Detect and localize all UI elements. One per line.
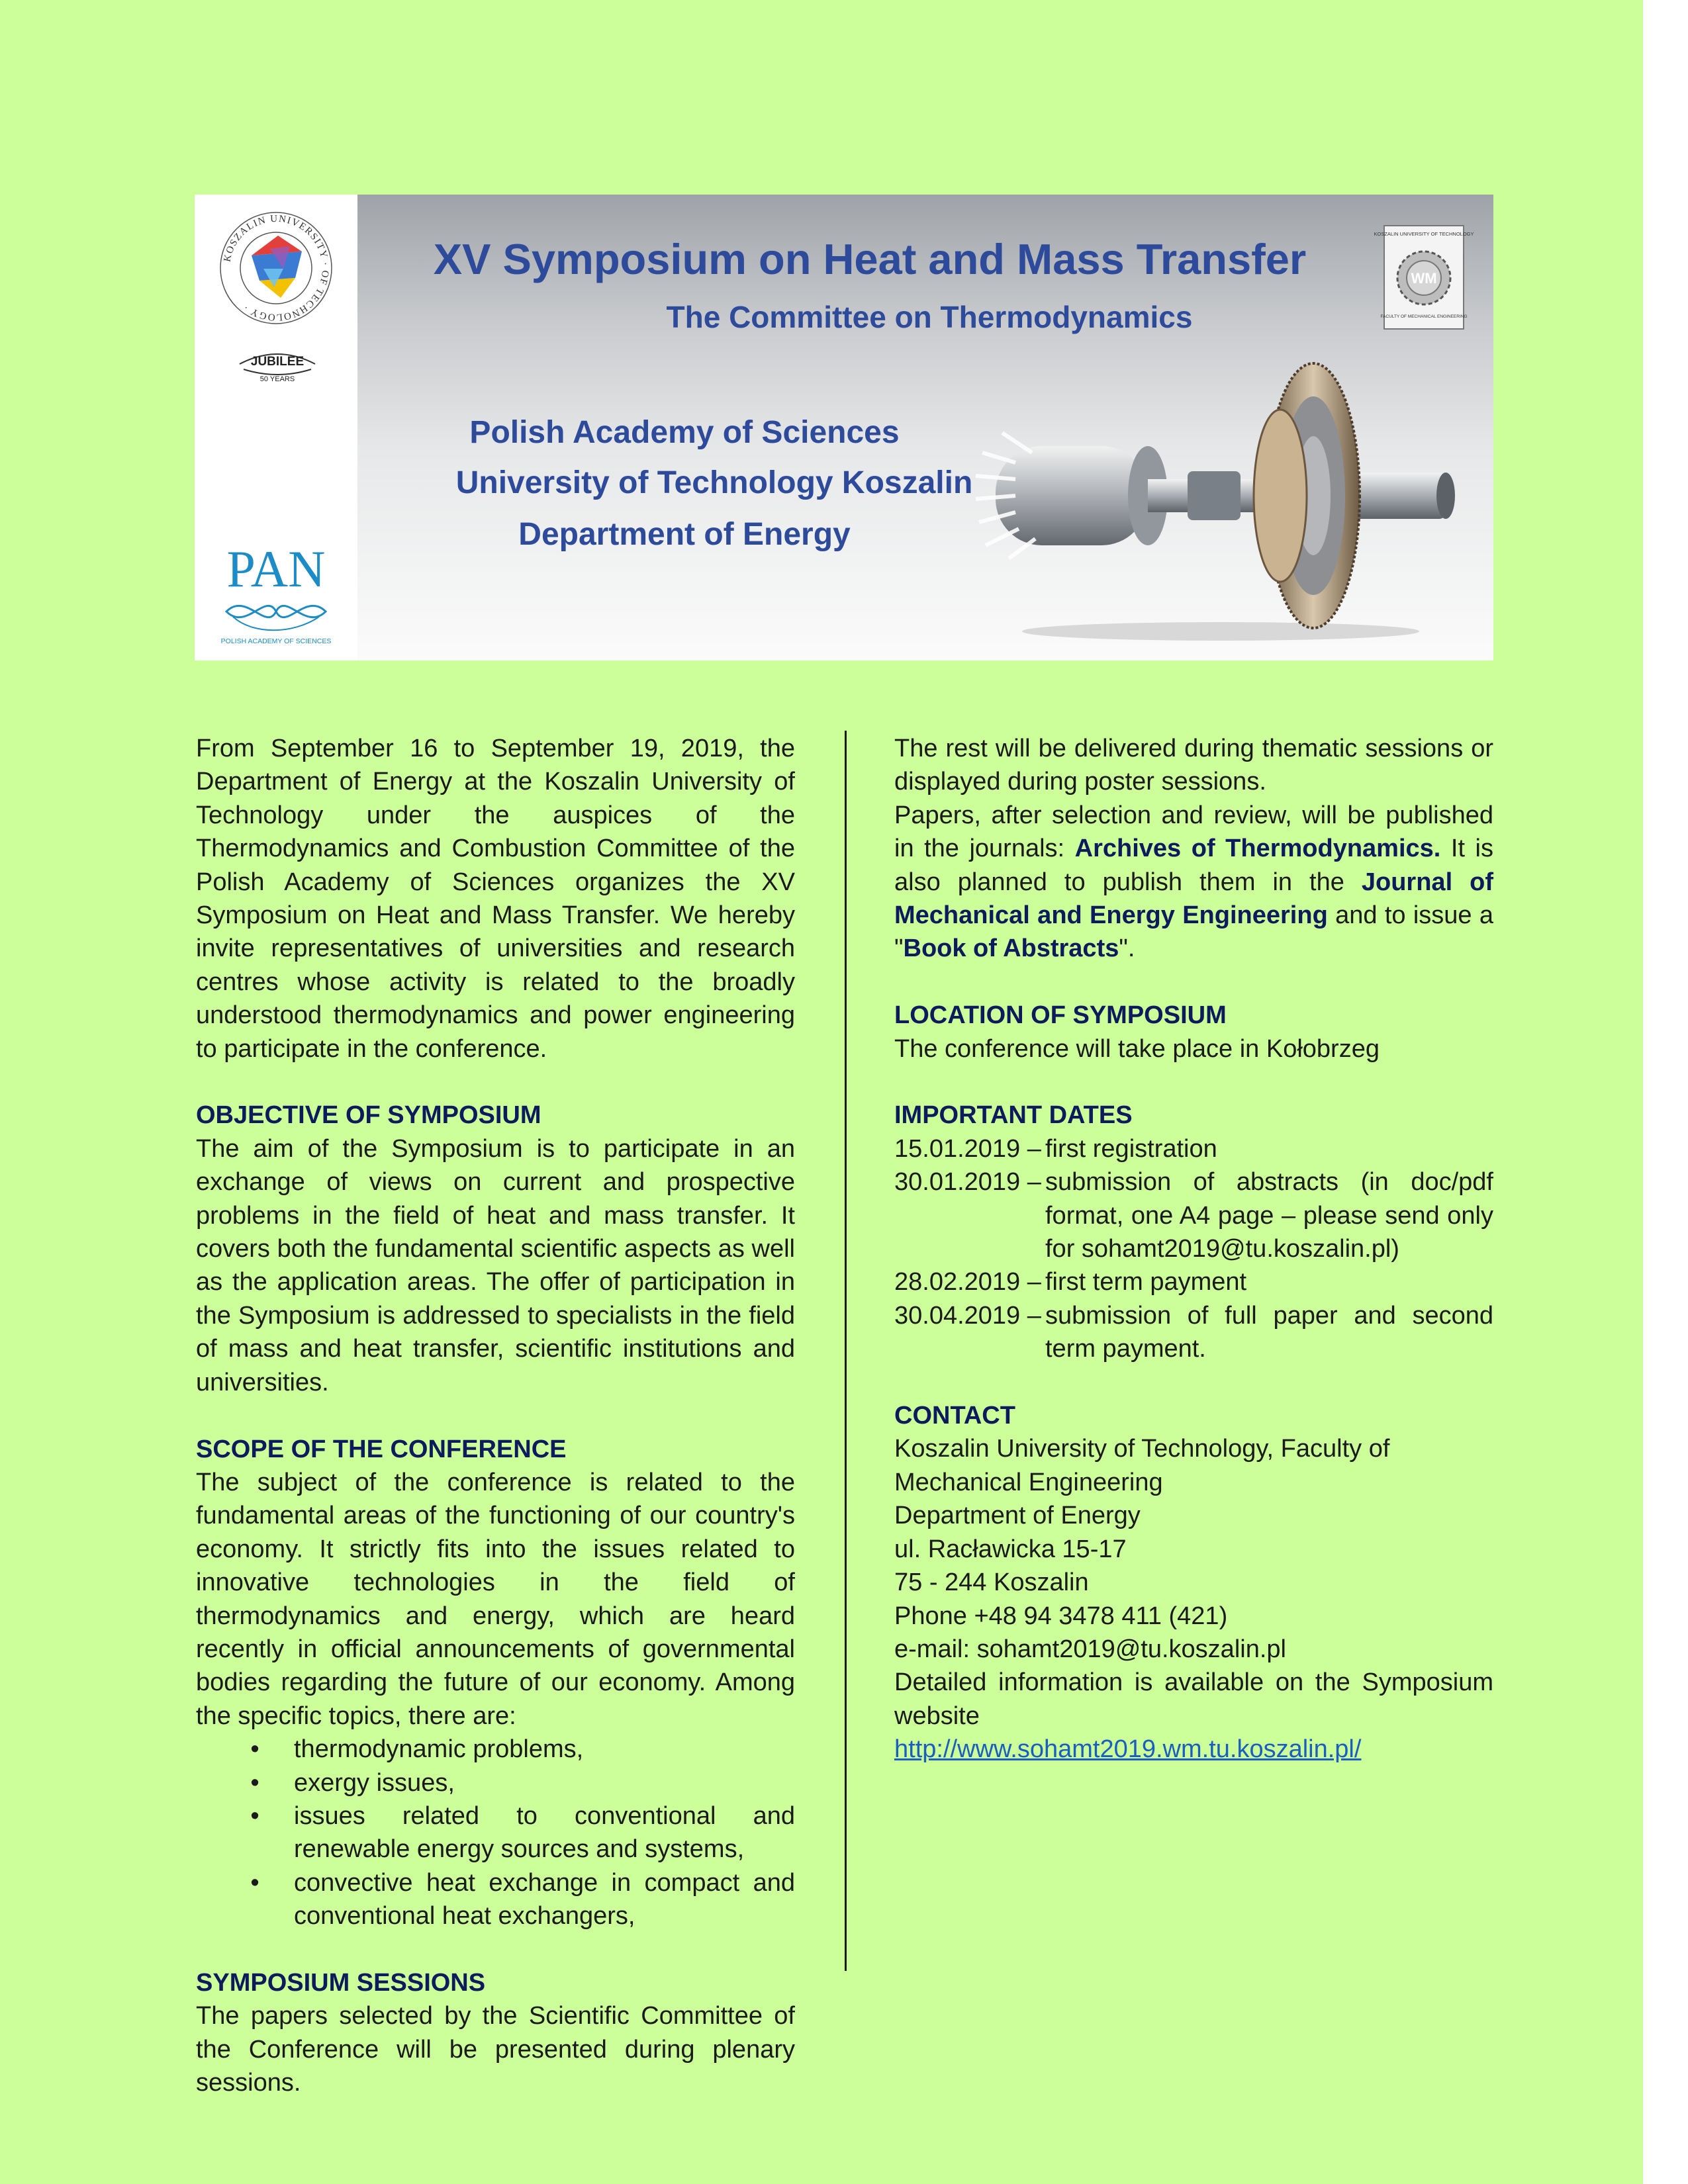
date-value: 15.01.2019 – [894,1134,1041,1163]
objective-paragraph: The aim of the Symposium is to participate in an exchange of views on current and prospective problems in the field of heat and mass transfer. It covers both the fundamental scientific aspects as well as the application areas. The offer of participation in the Symposium is addressed to specialists in the field of mass and heat transfer, scientific institutions and universities. [196,1134,795,1396]
date-row [894,1265,1493,1298]
bullet-icon: • [250,1801,259,1830]
column-divider [845,731,847,1971]
publication-text: Papers, after selection and review, will be published in the journals: [894,801,1493,863]
jubilee-badge [234,341,320,388]
dates-list [894,1132,1493,1366]
contact-phone: Phone +48 94 3478 411 (421) [894,1602,1228,1630]
faculty-wm-logo [1374,225,1474,330]
date-description: submission of abstracts (in doc/pdf format, one A4 page – please send only for sohamt2019@tu.koszalin.pl) [1045,1168,1493,1263]
topic-list [196,1733,795,1933]
list-item [196,1766,795,1799]
publication-text: and to issue a " [894,901,1493,963]
contact-faculty: Koszalin University of Technology, Faculty of Mechanical Engineering [894,1435,1390,1496]
bullet-icon: • [250,1868,259,1897]
contact-city: 75 - 244 Koszalin [894,1569,1089,1597]
topic-text: issues related to conventional and renewable energy sources and systems, [294,1801,795,1864]
contact-heading: CONTACT [894,1402,1015,1430]
koszalin-university-logo [217,209,335,327]
symposium-website-link[interactable]: http://www.sohamt2019.wm.tu.koszalin.pl/ [894,1735,1362,1764]
list-item [196,1733,795,1766]
date-row [894,1165,1493,1265]
book-of-abstracts: Book of Abstracts [903,934,1119,963]
location-heading: LOCATION OF SYMPOSIUM [894,1001,1227,1030]
date-value: 30.04.2019 – [894,1301,1041,1330]
contact-info: Detailed information is available on the Symposium website [894,1668,1493,1730]
pan-caption: POLISH ACADEMY OF SCIENCES [220,637,332,645]
publication-text: It is also planned to publish them in the [894,835,1493,896]
scope-heading: SCOPE OF THE CONFERENCE [196,1435,567,1463]
list-item [196,1866,795,1933]
dates-heading: IMPORTANT DATES [894,1101,1133,1130]
sessions-paragraph: The papers selected by the Scientific Committee of the Conference will be presented during plenary sessions. [196,2002,795,2097]
wm-mark: WM [1411,270,1437,287]
ku-ring-text: KOSZALIN UNIVERSITY · OF TECHNOLOGY · [222,213,331,323]
scope-paragraph: The subject of the conference is related to the fundamental areas of the functioning of our country's economy. It strictly fits into the issues related to innovative technologies in the field of thermodynamics and energy, which are heard recently in official announcements of governmental bodies regarding the future of our economy. Among the specific topics, there are: [196,1468,795,1730]
publication-paragraph [894,799,1493,966]
banner-title: XV Symposium on Heat and Mass Transfer [433,235,1307,283]
topic-text: thermodynamic problems, [294,1735,584,1764]
journal-archives: Archives of Thermodynamics. [1074,835,1441,863]
organizer-department: Department of Energy [518,517,851,552]
contact-street: ul. Racławicka 15-17 [894,1535,1127,1563]
contact-email: e-mail: sohamt2019@tu.koszalin.pl [894,1635,1286,1663]
organizer-pas: Polish Academy of Sciences [469,415,900,450]
left-column [196,732,795,2100]
pan-logo [213,539,339,651]
turbine-illustration [969,353,1472,645]
objective-heading: OBJECTIVE OF SYMPOSIUM [196,1101,541,1130]
wm-top-text: KOSZALIN UNIVERSITY OF TECHNOLOGY [1374,231,1474,237]
symposium-banner [195,195,1493,660]
list-item [196,1799,795,1866]
publication-text: ". [1119,934,1135,963]
jubilee-years: 50 YEARS [259,375,295,383]
banner-subtitle: The Committee on Thermodynamics [666,300,1193,334]
intro-paragraph: From September 16 to September 19, 2019, the Department of Energy at the Koszalin University of Technology under the auspices of the Thermodynamics and Combustion Committee of the Polish Academy of Sciences organizes the XV Symposium on Heat and Mass Transfer. We hereby invite representatives of universities and research centres whose activity is related to the broadly understood thermodynamics and power engineering to participate in the conference. [196,735,795,1063]
wm-bottom-text: FACULTY OF MECHANICAL ENGINEERING [1380,314,1468,319]
date-value: 30.01.2019 – [894,1168,1041,1197]
jubilee-text: JUBILEE [250,355,305,369]
sessions-paragraph-continued: The rest will be delivered during thematic sessions or displayed during poster sessions. [894,735,1493,796]
location-text: The conference will take place in Kołobrzeg [894,1034,1380,1063]
right-column [894,732,1493,1766]
date-description: first registration [1045,1134,1217,1163]
date-description: first term payment [1045,1268,1247,1297]
date-row [894,1132,1493,1165]
contact-department: Department of Energy [894,1502,1141,1530]
date-description: submission of full paper and second term payment. [1045,1301,1493,1363]
bullet-icon: • [250,1768,259,1797]
organizer-university: University of Technology Koszalin [455,465,973,500]
sessions-heading: SYMPOSIUM SESSIONS [196,1968,486,1997]
bullet-icon: • [250,1735,259,1764]
topic-text: exergy issues, [294,1768,455,1797]
date-row [894,1299,1493,1366]
date-value: 28.02.2019 – [894,1268,1041,1297]
pan-letters: PAN [226,540,326,598]
topic-text: convective heat exchange in compact and conventional heat exchangers, [294,1868,795,1931]
journal-jmee: Journal of Mechanical and Energy Engineering [894,868,1493,930]
